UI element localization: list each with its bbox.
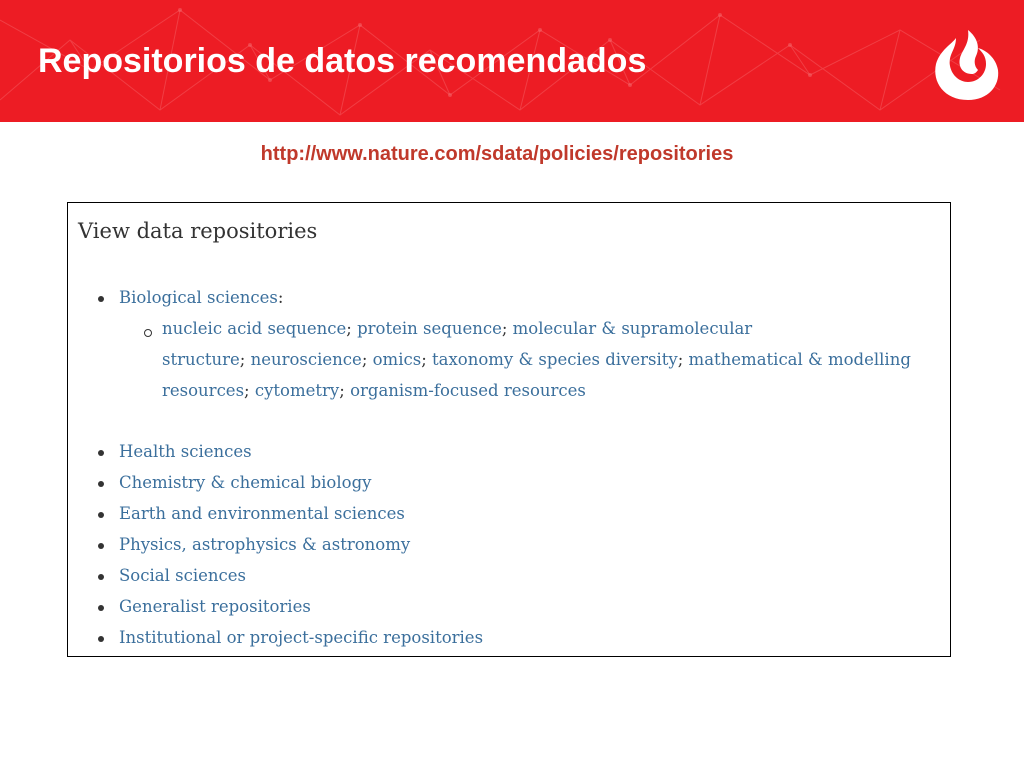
category-link[interactable]: Institutional or project-specific repositories bbox=[119, 628, 484, 647]
subcategory-link[interactable]: taxonomy & species diversity bbox=[432, 350, 678, 369]
bullet-icon bbox=[98, 481, 104, 487]
category-link[interactable]: Biological sciences bbox=[119, 288, 278, 307]
subcategory-link[interactable]: neuroscience bbox=[250, 350, 362, 369]
slide-header bbox=[0, 0, 1024, 122]
flame-logo-icon bbox=[926, 20, 1010, 104]
source-url[interactable]: http://www.nature.com/sdata/policies/repositories bbox=[260, 143, 734, 165]
subcategory-link[interactable]: molecular & supramolecular bbox=[512, 319, 753, 338]
subcategory-link[interactable]: protein sequence bbox=[357, 319, 502, 338]
subcategory-link[interactable]: structure bbox=[162, 350, 240, 369]
bullet-icon bbox=[98, 605, 104, 611]
bullet-icon bbox=[98, 512, 104, 518]
slide-title: Repositorios de datos recomendados bbox=[38, 42, 647, 80]
circle-bullet-icon bbox=[144, 329, 152, 337]
category-link[interactable]: Chemistry & chemical biology bbox=[119, 473, 372, 492]
bullet-icon bbox=[98, 450, 104, 456]
subcategory-link[interactable]: omics bbox=[372, 350, 422, 369]
subcategory-link[interactable]: mathematical & modelling bbox=[688, 350, 911, 369]
subcategory-line: nucleic acid sequence; protein sequence; molecular & supramolecular bbox=[162, 319, 753, 338]
category-link[interactable]: Physics, astrophysics & astronomy bbox=[119, 535, 411, 554]
category-link[interactable]: Generalist repositories bbox=[119, 597, 311, 616]
subcategory-link[interactable]: cytometry bbox=[254, 381, 340, 400]
bullet-icon bbox=[98, 574, 104, 580]
repositories-panel: View data repositories Biological sciences: nucleic acid sequence; protein sequence; molecular & supramolecular structure; neuroscience; omics; taxonomy & species diversity; mathematical & modelling resources; cytometry; organism-focused resources Health sciences Chemistry & chemical biology Earth and environmental sciences Physics, astrophysics & astronomy Social sciences Generalist repositories Institutional or project-specific repositories bbox=[67, 202, 951, 657]
category-link[interactable]: Earth and environmental sciences bbox=[119, 504, 405, 523]
category-link[interactable]: Social sciences bbox=[119, 566, 246, 585]
subcategory-link[interactable]: nucleic acid sequence bbox=[162, 319, 347, 338]
bullet-icon bbox=[98, 296, 104, 302]
panel-title: View data repositories bbox=[78, 219, 318, 243]
bullet-icon bbox=[98, 636, 104, 642]
subcategory-line: structure; neuroscience; omics; taxonomy & species diversity; mathematical & modelling bbox=[162, 350, 911, 369]
subcategory-link[interactable]: organism-focused resources bbox=[350, 381, 586, 400]
category-link[interactable]: Health sciences bbox=[119, 442, 252, 461]
subcategory-line: resources; cytometry; organism-focused resources bbox=[162, 381, 586, 400]
bullet-icon bbox=[98, 543, 104, 549]
subcategory-link[interactable]: resources bbox=[162, 381, 245, 400]
